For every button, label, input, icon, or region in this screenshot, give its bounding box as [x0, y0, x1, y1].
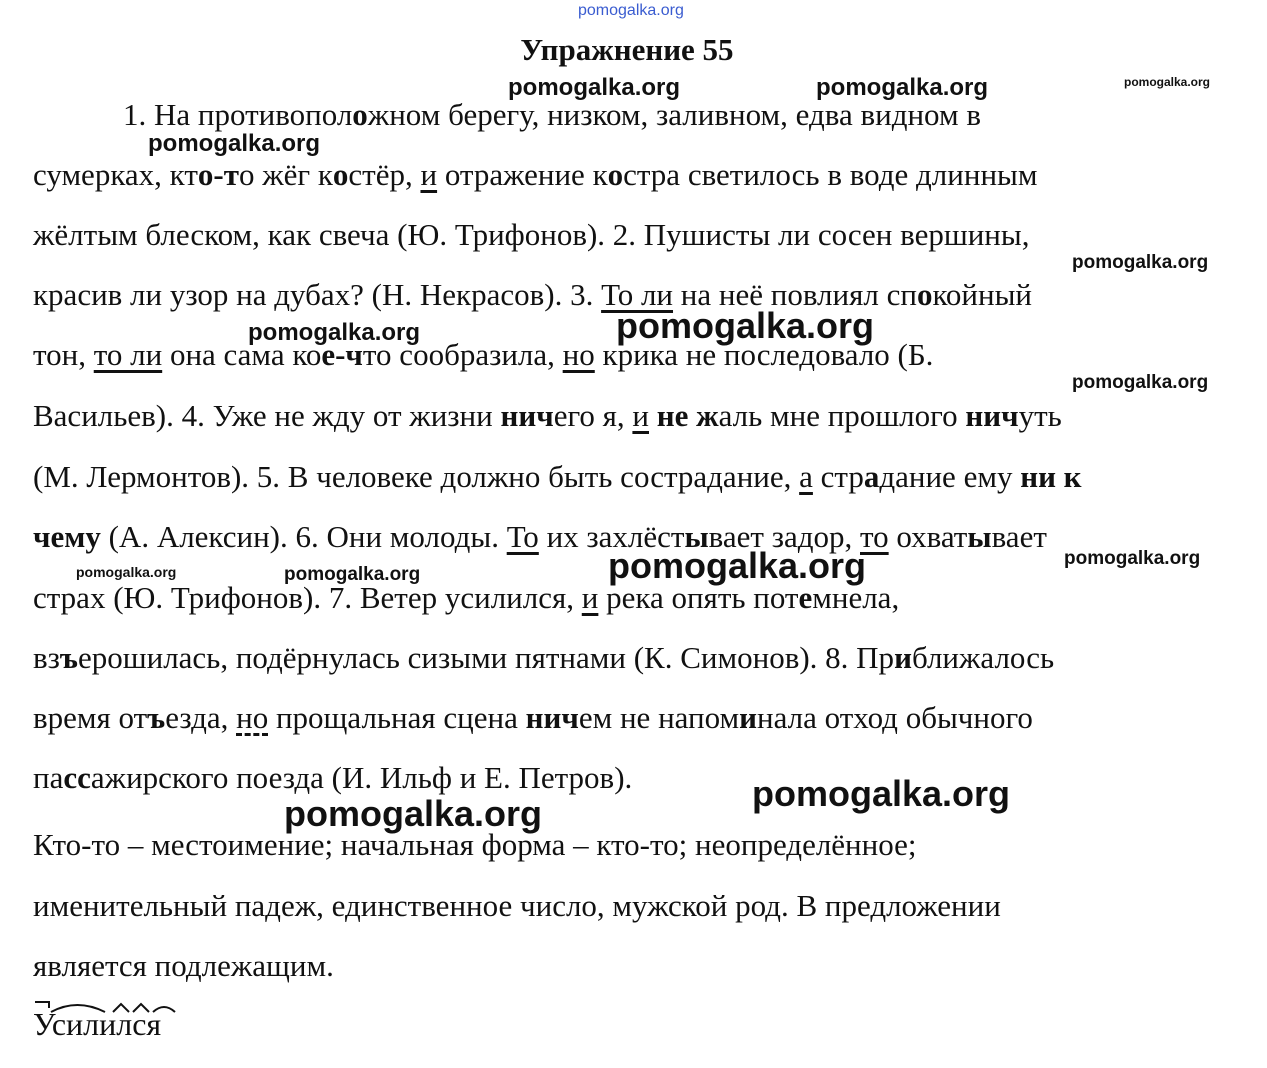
text-fragment: ближалось: [911, 640, 1055, 675]
text-fragment: вает: [991, 519, 1047, 554]
underlined-fragment: то ли: [93, 337, 163, 372]
bold-fragment: сс: [63, 760, 91, 795]
watermark: pomogalka.org: [76, 564, 177, 580]
morpheme-analysis: [33, 1006, 161, 1043]
text-fragment: сумерках, кт: [33, 157, 198, 192]
bold-fragment: не ж: [656, 398, 719, 433]
text-fragment: (А. Алексин). 6. Они молоды.: [100, 519, 507, 554]
exercise-title: Упражнение 55: [520, 32, 734, 67]
underlined-fragment: но: [236, 700, 269, 735]
watermark: pomogalka.org: [1072, 252, 1209, 273]
bold-fragment: чему: [33, 519, 101, 554]
bold-fragment: а: [863, 459, 880, 494]
text-fragment: (М. Лермонтов). 5. В человеке должно быть сострадание,: [33, 459, 800, 494]
text-line: [33, 888, 1001, 924]
text-fragment: [649, 398, 657, 433]
text-fragment: о жёг к: [238, 157, 333, 192]
bold-fragment: и: [894, 640, 912, 675]
text-fragment: 1. На противопол: [123, 97, 353, 132]
text-fragment: стёр,: [348, 157, 421, 192]
underlined-fragment: и: [581, 580, 599, 615]
bold-fragment: о: [607, 157, 624, 192]
watermark: pomogalka.org: [608, 545, 867, 586]
text-fragment: красив ли узор на дубах? (Н. Некрасов). 3.: [33, 277, 602, 312]
text-fragment: на неё повлиял сп: [673, 277, 917, 312]
text-line: [33, 459, 1082, 495]
text-fragment: время от: [33, 700, 148, 735]
watermark: pomogalka.org: [578, 2, 684, 19]
bold-fragment: о-т: [197, 157, 239, 192]
underlined-fragment: и: [632, 398, 649, 433]
text-line: [33, 277, 1032, 313]
text-fragment: стр: [812, 459, 864, 494]
bold-fragment: нич: [500, 398, 554, 433]
text-fragment: она сама ко: [162, 337, 322, 372]
watermark: pomogalka.org: [284, 793, 543, 834]
text-fragment: ажирского поезда (И. Ильф и Е. Петров).: [90, 760, 633, 795]
text-line: [33, 948, 334, 984]
bold-fragment: ъ: [147, 700, 166, 735]
text-fragment: ем не напом: [578, 700, 740, 735]
text-fragment: то сообразила,: [362, 337, 563, 372]
text-fragment: жёлтым блеском, как свеча (Ю. Трифонов). 2. Пушисты ли сосен вершины,: [33, 217, 1030, 252]
watermark: pomogalka.org: [1064, 548, 1201, 569]
bold-fragment: о: [332, 157, 349, 192]
text-line: [123, 97, 981, 133]
text-fragment: именительный падеж, единственное число, мужской род. В предложении: [33, 888, 1001, 923]
morpheme-word: Усилился: [33, 1006, 162, 1042]
underlined-fragment: то: [860, 519, 889, 554]
watermark: pomogalka.org: [816, 74, 989, 101]
bold-fragment: нич: [965, 398, 1019, 433]
text-fragment: их захлёст: [538, 519, 685, 554]
bold-fragment: ы: [684, 519, 709, 554]
text-fragment: стра светилось в воде длинным: [623, 157, 1038, 192]
text-fragment: отражение к: [437, 157, 608, 192]
text-fragment: тон,: [33, 337, 94, 372]
text-fragment: ерошилась, подёрнулась сизыми пятнами (К. Симонов). 8. Пр: [77, 640, 895, 675]
text-fragment: езда,: [165, 700, 237, 735]
text-line: [33, 700, 1033, 736]
bold-fragment: е-ч: [321, 337, 363, 372]
text-fragment: Кто-то – местоимение; начальная форма – кто-то; неопределённое;: [33, 827, 917, 862]
text-line: [33, 217, 1029, 253]
watermark: pomogalka.org: [1072, 372, 1209, 393]
text-fragment: является подлежащим.: [33, 948, 334, 983]
watermark: pomogalka.org: [1124, 75, 1211, 89]
text-fragment: Васильев). 4. Уже не жду от жизни: [33, 398, 501, 433]
bold-fragment: о: [916, 277, 933, 312]
watermark: pomogalka.org: [148, 130, 321, 157]
text-line: [33, 760, 632, 796]
underlined-fragment: а: [799, 459, 813, 494]
text-fragment: река опять пот: [598, 580, 799, 615]
text-fragment: койный: [932, 277, 1033, 312]
underlined-fragment: То ли: [601, 277, 674, 312]
bold-fragment: о: [352, 97, 368, 132]
text-fragment: прощальная сцена: [268, 700, 526, 735]
text-fragment: вает задор,: [708, 519, 860, 554]
text-fragment: вз: [33, 640, 60, 675]
text-fragment: охват: [888, 519, 968, 554]
text-line: [33, 640, 1054, 676]
watermark: pomogalka.org: [248, 319, 421, 346]
bold-fragment: ы: [967, 519, 992, 554]
bold-fragment: нич: [525, 700, 579, 735]
text-line: [33, 157, 1037, 193]
text-fragment: дание ему: [879, 459, 1021, 494]
morpheme-marks-icon: [33, 998, 183, 1018]
watermark: pomogalka.org: [284, 564, 421, 585]
underlined-fragment: но: [562, 337, 595, 372]
bold-fragment: и: [739, 700, 758, 735]
underlined-fragment: То: [506, 519, 539, 554]
text-line: [33, 398, 1062, 434]
underlined-fragment: и: [420, 157, 438, 192]
text-fragment: па: [33, 760, 64, 795]
watermark: pomogalka.org: [508, 74, 681, 101]
bold-fragment: ъ: [59, 640, 78, 675]
text-fragment: аль мне прошлого: [718, 398, 966, 433]
text-fragment: уть: [1018, 398, 1062, 433]
watermark: pomogalka.org: [752, 773, 1011, 814]
text-line: [33, 519, 1047, 555]
watermark: pomogalka.org: [616, 305, 875, 346]
bold-fragment: е: [798, 580, 813, 615]
text-fragment: мнела,: [812, 580, 900, 615]
text-fragment: жном берегу, низком, заливном, едва видном в: [367, 97, 981, 132]
text-fragment: его я,: [553, 398, 633, 433]
bold-fragment: ни к: [1020, 459, 1082, 494]
text-fragment: страх (Ю. Трифонов). 7. Ветер усилился,: [33, 580, 582, 615]
text-fragment: нала отход обычного: [757, 700, 1033, 735]
text-fragment: крика не последовало (Б.: [594, 337, 934, 372]
